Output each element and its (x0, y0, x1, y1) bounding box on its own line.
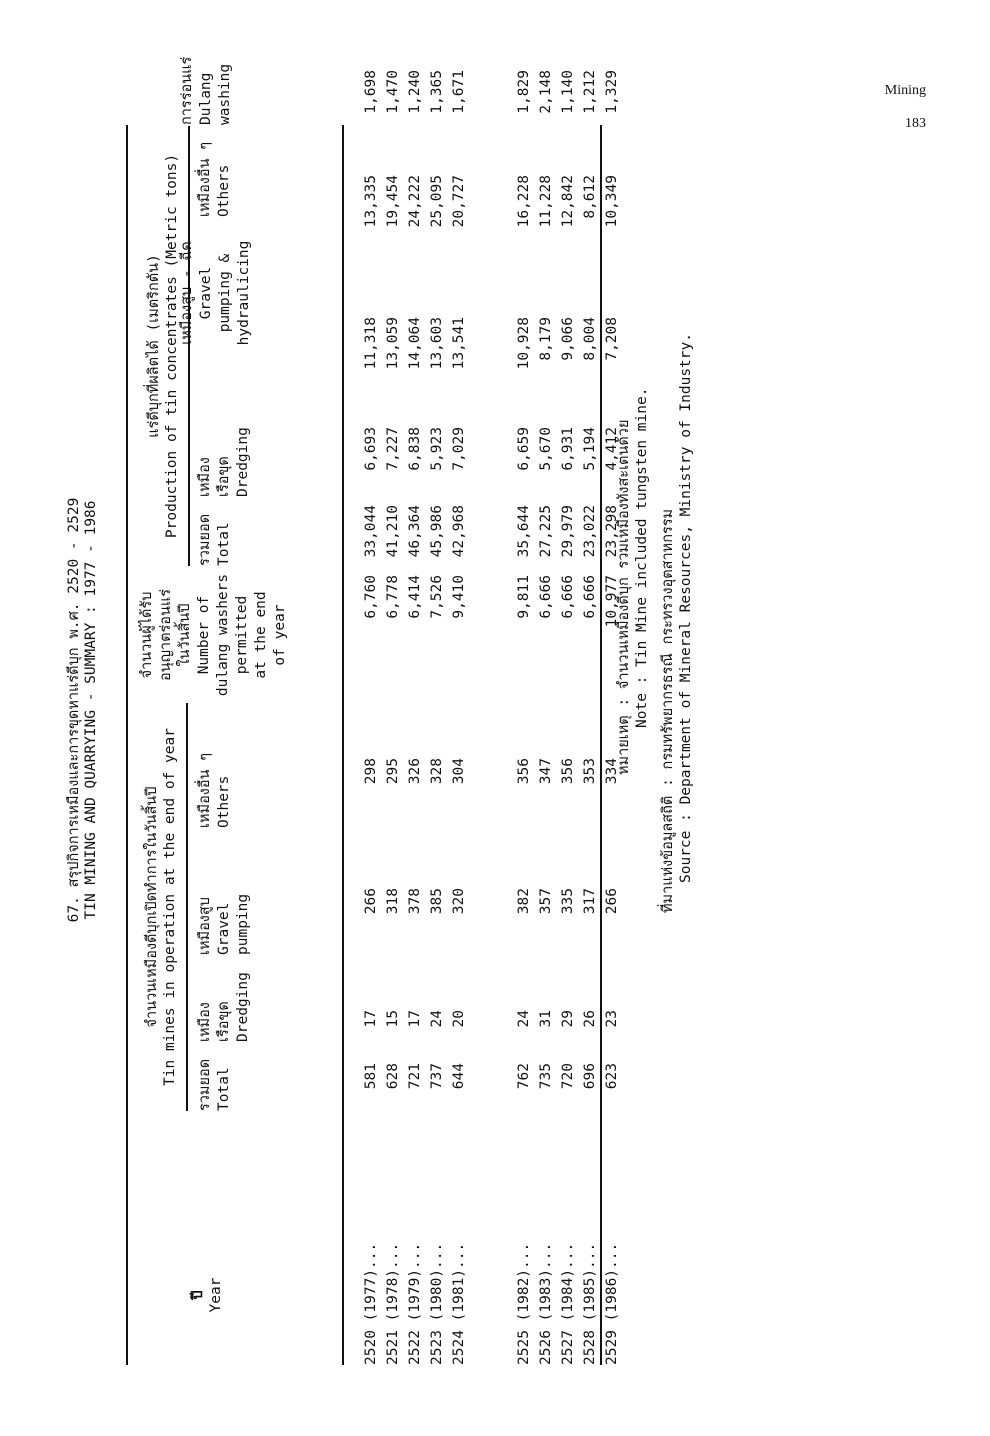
cell-prod-gravel: 8,179 (538, 317, 554, 361)
header-production-gravel (178, 228, 254, 358)
cell-year: 2524 (1981)... (451, 1242, 467, 1365)
cell-prod-others: 24,222 (407, 175, 423, 228)
cell-year: 2522 (1979)... (407, 1242, 423, 1365)
cell-year: 2528 (1985)... (582, 1242, 598, 1365)
header-dulang-washers-line: dulang washers (215, 573, 231, 697)
cell-prod-others: 19,454 (385, 175, 401, 228)
header-production-dulang-line: การร่อนแร่ (179, 56, 195, 125)
cell-mines-gravel: 382 (516, 888, 532, 915)
header-production-dulang-line: washing (217, 63, 233, 125)
header-mines-dredging-line: เหมือง (197, 1002, 213, 1042)
cell-prod-gravel: 11,318 (363, 317, 379, 370)
cell-mines-total: 735 (538, 1063, 554, 1090)
header-mines-others-line: Others (216, 775, 232, 828)
header-dulang-washers-line: Number of (196, 595, 212, 675)
header-production-others-line: Others (216, 164, 232, 217)
cell-year: 2527 (1984)... (560, 1242, 576, 1365)
header-production-others (196, 117, 234, 217)
header-mines-gravel-line: pumping (235, 893, 251, 955)
cell-prod-total: 46,364 (407, 505, 423, 558)
cell-washers: 7,526 (429, 575, 445, 619)
cell-prod-others: 12,842 (560, 175, 576, 228)
cell-prod-dulang: 1,671 (451, 70, 467, 114)
cell-washers: 9,811 (516, 575, 532, 619)
cell-mines-dredging: 17 (363, 1010, 379, 1028)
cell-prod-others: 16,228 (516, 175, 532, 228)
note-english: Note : Tin Mine included tungsten mine. (634, 387, 650, 728)
cell-mines-others: 347 (538, 758, 554, 785)
cell-prod-dulang: 1,329 (604, 70, 620, 114)
header-mines-gravel (196, 865, 253, 955)
header-dulang-washers-line: ในวันสิ้นปี (177, 603, 193, 667)
header-production-gravel-line: pumping & (217, 253, 233, 333)
header-bottom-rule (342, 125, 344, 1365)
cell-washers: 6,666 (538, 575, 554, 619)
cell-mines-total: 721 (407, 1063, 423, 1090)
cell-mines-dredging: 23 (604, 1010, 620, 1028)
cell-mines-dredging: 29 (560, 1010, 576, 1028)
cell-mines-gravel: 318 (385, 888, 401, 915)
cell-prod-dredging: 5,670 (538, 427, 554, 471)
note-thai: หมายเหตุ : จำนวนเหมืองดีบุก รวมเหมืองทังสะเตนด้วย (616, 419, 632, 775)
header-production-dredging (196, 407, 253, 497)
header-production-dredging-line: เรือขุด (216, 456, 232, 497)
cell-prod-gravel: 14,064 (407, 317, 423, 370)
cell-mines-dredging: 31 (538, 1010, 554, 1028)
source-thai: ที่มาแห่งข้อมูลสถิติ : กรมทรัพยากรธรณี กระทรวงอุตสาหกรรม (660, 508, 676, 913)
header-mines-others (196, 718, 234, 828)
header-mines-gravel-line: Gravel (216, 902, 232, 955)
header-production-dulang (178, 55, 235, 125)
cell-prod-dredging: 6,693 (363, 427, 379, 471)
cell-prod-total: 41,210 (385, 505, 401, 558)
cell-prod-others: 13,335 (363, 175, 379, 228)
cell-prod-total: 35,644 (516, 505, 532, 558)
header-production-total-line: Total (216, 522, 232, 566)
cell-mines-gravel: 317 (582, 888, 598, 915)
cell-prod-dredging: 7,029 (451, 427, 467, 471)
cell-prod-gravel: 13,603 (429, 317, 445, 370)
cell-prod-dredging: 7,227 (385, 427, 401, 471)
table-title-english: TIN MINING AND QUARRYING - SUMMARY : 1977 - 1986 (83, 500, 99, 920)
cell-mines-gravel: 378 (407, 888, 423, 915)
header-mines-others-line: เหมืองอื่น ๆ (197, 753, 213, 828)
cell-prod-others: 8,612 (582, 175, 598, 219)
cell-prod-dulang: 2,148 (538, 70, 554, 114)
header-dulang-washers-line: จำนวนผู้ได้รับ (139, 591, 155, 679)
cell-prod-dredging: 6,659 (516, 427, 532, 471)
header-production-gravel-line: Gravel (198, 266, 214, 320)
cell-prod-total: 45,986 (429, 505, 445, 558)
header-production-dredging-line: Dredging (235, 427, 251, 497)
header-dulang-washers (138, 565, 290, 705)
header-mines-gravel-line: เหมืองสูบ (197, 897, 213, 955)
cell-prod-dulang: 1,240 (407, 70, 423, 114)
cell-prod-others: 20,727 (451, 175, 467, 228)
cell-mines-total: 581 (363, 1063, 379, 1090)
cell-mines-dredging: 17 (407, 1010, 423, 1028)
cell-mines-total: 644 (451, 1063, 467, 1090)
header-mines-total (196, 1041, 234, 1111)
cell-mines-others: 334 (604, 758, 620, 785)
header-production-total-line: รวมยอด (197, 513, 213, 566)
cell-year: 2521 (1978)... (385, 1242, 401, 1365)
header-mines-dredging-line: เรือขุด (216, 1001, 232, 1042)
cell-mines-total: 628 (385, 1063, 401, 1090)
header-mines-group-english: Tin mines in operation at the end of year (162, 728, 178, 1086)
cell-prod-gravel: 9,066 (560, 317, 576, 361)
header-year-english: Year (208, 1277, 224, 1313)
cell-mines-dredging: 24 (516, 1010, 532, 1028)
section-label: Mining (884, 83, 926, 98)
cell-mines-gravel: 357 (538, 888, 554, 915)
cell-year: 2523 (1980)... (429, 1242, 445, 1365)
header-dulang-washers-line: อนุญาตร่อนแร่ (158, 588, 174, 682)
cell-prod-dredging: 5,194 (582, 427, 598, 471)
cell-prod-dulang: 1,365 (429, 70, 445, 114)
cell-prod-total: 29,979 (560, 505, 576, 558)
cell-prod-dulang: 1,829 (516, 70, 532, 114)
header-production-gravel-line: เหมืองสูบ - ฉีด (179, 241, 195, 345)
cell-washers: 6,760 (363, 575, 379, 619)
cell-mines-gravel: 266 (604, 888, 620, 915)
cell-washers: 10,977 (604, 575, 620, 628)
cell-mines-total: 623 (604, 1063, 620, 1090)
cell-mines-others: 295 (385, 758, 401, 785)
header-production-others-line: เหมืองอื่น ๆ (197, 142, 213, 217)
header-production-group-english: Production of tin concentrates (Metric tons) (164, 153, 180, 539)
header-dulang-washers-line: of year (272, 604, 288, 666)
cell-year: 2526 (1983)... (538, 1242, 554, 1365)
cell-prod-dredging: 4,412 (604, 427, 620, 471)
cell-prod-gravel: 10,928 (516, 317, 532, 370)
header-mines-total-line: รวมยอด (197, 1058, 213, 1111)
cell-year: 2529 (1986)... (604, 1242, 620, 1365)
cell-mines-total: 737 (429, 1063, 445, 1090)
cell-washers: 6,666 (582, 575, 598, 619)
cell-mines-dredging: 15 (385, 1010, 401, 1028)
cell-mines-others: 356 (560, 758, 576, 785)
page-number: 183 (905, 116, 926, 131)
header-production-dredging-line: เหมือง (197, 457, 213, 497)
cell-prod-gravel: 7,208 (604, 317, 620, 361)
cell-washers: 6,666 (560, 575, 576, 619)
mines-group-rule (186, 703, 188, 1111)
header-dulang-washers-line: permitted (234, 595, 250, 675)
cell-prod-others: 11,228 (538, 175, 554, 228)
cell-mines-total: 696 (582, 1063, 598, 1090)
header-dulang-washers-line: at the end (253, 591, 269, 679)
cell-prod-dulang: 1,140 (560, 70, 576, 114)
cell-prod-dredging: 6,838 (407, 427, 423, 471)
cell-year: 2520 (1977)... (363, 1242, 379, 1365)
cell-mines-gravel: 320 (451, 888, 467, 915)
header-production-dulang-line: Dulang (198, 72, 214, 125)
cell-prod-dredging: 5,923 (429, 427, 445, 471)
cell-mines-total: 762 (516, 1063, 532, 1090)
cell-mines-dredging: 24 (429, 1010, 445, 1028)
cell-prod-gravel: 13,059 (385, 317, 401, 370)
cell-prod-total: 33,044 (363, 505, 379, 558)
bottom-rule (600, 125, 602, 1365)
cell-prod-gravel: 13,541 (451, 317, 467, 370)
cell-mines-gravel: 385 (429, 888, 445, 915)
header-production-total (196, 496, 234, 566)
cell-prod-others: 10,349 (604, 175, 620, 228)
cell-mines-others: 356 (516, 758, 532, 785)
cell-prod-gravel: 8,004 (582, 317, 598, 361)
cell-prod-total: 23,298 (604, 505, 620, 558)
header-production-gravel-line: hydraulicing (236, 240, 252, 346)
cell-mines-others: 304 (451, 758, 467, 785)
cell-year: 2525 (1982)... (516, 1242, 532, 1365)
table-title-thai: 67. สรุปกิจการเหมืองและการขุดหาแร่ดีบุก พ.ศ. 2520 - 2529 (66, 497, 82, 923)
cell-prod-dredging: 6,931 (560, 427, 576, 471)
cell-mines-others: 326 (407, 758, 423, 785)
header-mines-dredging-line: Dredging (235, 972, 251, 1042)
cell-mines-gravel: 335 (560, 888, 576, 915)
rotated-table-page (60, 55, 780, 1365)
cell-mines-others: 353 (582, 758, 598, 785)
cell-mines-others: 298 (363, 758, 379, 785)
cell-washers: 9,410 (451, 575, 467, 619)
source-english: Source : Department of Mineral Resources, Ministry of Industry. (678, 333, 694, 883)
cell-mines-dredging: 20 (451, 1010, 467, 1028)
header-year-thai: ปี (190, 1290, 206, 1300)
header-mines-total-line: Total (216, 1067, 232, 1111)
cell-prod-total: 23,022 (582, 505, 598, 558)
page-header (885, 74, 926, 140)
top-rule (126, 125, 128, 1365)
cell-mines-gravel: 266 (363, 888, 379, 915)
header-production-group-thai: แร่ดีบุกที่ผลิตได้ (เมตริกตัน) (146, 254, 162, 438)
cell-prod-dulang: 1,698 (363, 70, 379, 114)
cell-mines-others: 328 (429, 758, 445, 785)
cell-prod-others: 25,095 (429, 175, 445, 228)
cell-washers: 6,414 (407, 575, 423, 619)
cell-prod-dulang: 1,212 (582, 70, 598, 114)
cell-washers: 6,778 (385, 575, 401, 619)
cell-prod-total: 27,225 (538, 505, 554, 558)
cell-prod-total: 42,968 (451, 505, 467, 558)
header-mines-dredging (196, 957, 253, 1042)
cell-mines-dredging: 26 (582, 1010, 598, 1028)
header-mines-group-thai: จำนวนเหมืองดีบุกเปิดทำการในวันสิ้นปี (144, 786, 160, 1028)
cell-mines-total: 720 (560, 1063, 576, 1090)
cell-prod-dulang: 1,470 (385, 70, 401, 114)
